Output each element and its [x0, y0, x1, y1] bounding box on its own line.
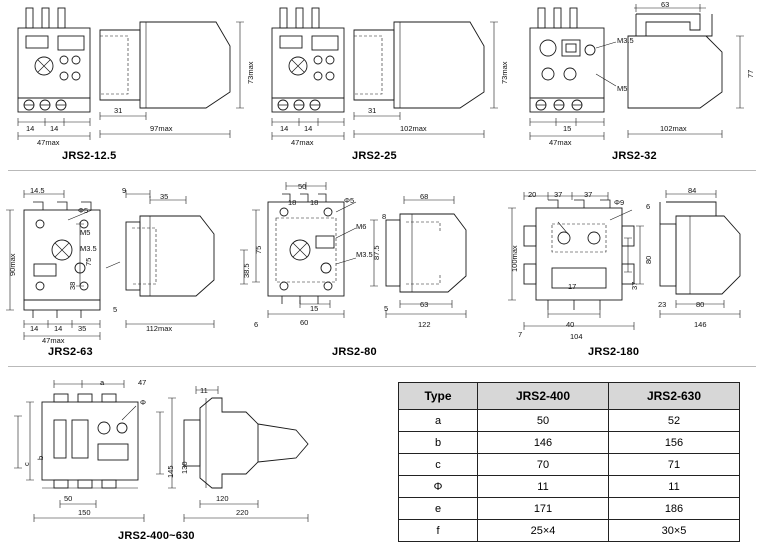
- dim-r3-6: 145: [166, 465, 175, 478]
- dim-r2-10: 14: [54, 324, 63, 333]
- dim-r2-19: M6: [356, 222, 367, 231]
- dim-r2-33: 37: [554, 190, 563, 199]
- table-row: [399, 454, 740, 476]
- row-label-e: e: [399, 498, 478, 520]
- dim-r2-1: 9: [122, 186, 127, 195]
- dim-r3-11: 220: [236, 508, 249, 517]
- dim-r2-5: M3.5: [80, 244, 97, 253]
- dim-r1-18: M5: [617, 84, 628, 93]
- dim-r2-43: 104: [570, 332, 583, 341]
- dim-r3-7: 130: [180, 461, 189, 474]
- dim-r2-3: Φ5: [78, 206, 89, 215]
- dim-r1-13: 47max: [549, 138, 572, 147]
- dim-r2-47: 146: [694, 320, 707, 329]
- spec-table: [398, 382, 740, 542]
- dim-r2-20: M3.5: [356, 250, 373, 259]
- cap-jrs2-25: JRS2-25: [352, 150, 397, 162]
- row3-drawings: [0, 368, 400, 548]
- dim-r2-12: 47max: [42, 336, 65, 345]
- row-label-phi: Φ: [399, 476, 478, 498]
- dim-r1-0: 14: [26, 124, 35, 133]
- row1-drawings: [0, 0, 764, 170]
- cell-c-400: 70: [478, 454, 609, 476]
- dim-r3-10: 120: [216, 494, 229, 503]
- dim-r3-2: Φ: [140, 398, 146, 407]
- cell-f-630: 30×5: [609, 520, 740, 542]
- cell-b-400: 146: [478, 432, 609, 454]
- col-type: Type: [399, 383, 478, 410]
- dim-r1-11: 73max: [500, 61, 509, 84]
- cell-phi-400: 11: [478, 476, 609, 498]
- dim-r1-4: 97max: [150, 124, 173, 133]
- dim-r1-7: 14: [304, 124, 313, 133]
- cell-a-400: 50: [478, 410, 609, 432]
- dim-r2-46: 80: [696, 300, 705, 309]
- dim-r2-35: Φ9: [614, 198, 625, 207]
- dim-r2-6: 90max: [8, 253, 17, 276]
- dim-r2-18: Φ5: [344, 196, 355, 205]
- dim-r2-11: 35: [78, 324, 87, 333]
- cell-a-630: 52: [609, 410, 740, 432]
- dim-r2-0: 14.5: [30, 186, 45, 195]
- cell-e-630: 186: [609, 498, 740, 520]
- dim-r2-37: 100max: [510, 245, 519, 272]
- dim-r1-15: 102max: [660, 124, 687, 133]
- dim-r2-7: 75: [84, 257, 93, 266]
- cap-jrs2-400-630: JRS2-400~630: [118, 530, 195, 542]
- cell-c-630: 71: [609, 454, 740, 476]
- dim-r2-39: 37: [630, 281, 639, 290]
- dim-r2-28: 8: [382, 212, 387, 221]
- dim-r1-17: M3.5: [617, 36, 634, 45]
- dim-r1-2: 47max: [37, 138, 60, 147]
- cap-jrs2-125: JRS2-12.5: [62, 150, 117, 162]
- cap-jrs2-80: JRS2-80: [332, 346, 377, 358]
- divider-row1: [8, 170, 756, 171]
- dim-r1-1: 14: [50, 124, 59, 133]
- dim-r1-8: 47max: [291, 138, 314, 147]
- table-row: [399, 476, 740, 498]
- cell-b-630: 156: [609, 432, 740, 454]
- dim-r1-16: 77: [746, 69, 755, 78]
- dim-r2-23: 38.5: [242, 263, 251, 278]
- dim-r2-45: 84: [688, 186, 697, 195]
- dim-r3-0: a: [100, 378, 105, 387]
- dim-r2-34: 37: [584, 190, 593, 199]
- dim-r2-25: 60: [300, 318, 309, 327]
- row-label-a: a: [399, 410, 478, 432]
- dim-r2-17: 18: [310, 198, 319, 207]
- cell-f-400: 25×4: [478, 520, 609, 542]
- row-label-b: b: [399, 432, 478, 454]
- dim-r3-3: 11: [200, 386, 208, 395]
- dim-r3-4: c: [22, 462, 31, 466]
- dim-r1-9: 31: [368, 106, 377, 115]
- dim-r2-26: 15: [310, 304, 319, 313]
- dim-r2-15: 50: [298, 182, 307, 191]
- cell-phi-630: 11: [609, 476, 740, 498]
- cell-e-400: 171: [478, 498, 609, 520]
- table-header-row: [399, 383, 740, 410]
- cap-jrs2-180: JRS2-180: [588, 346, 640, 358]
- dim-r3-8: 50: [64, 494, 73, 503]
- dim-r1-5: 73max: [246, 61, 255, 84]
- dim-r3-5: b: [36, 455, 45, 460]
- dim-r2-8: 38: [68, 281, 77, 290]
- cap-jrs2-32: JRS2-32: [612, 150, 657, 162]
- dim-r2-42: 40: [566, 320, 575, 329]
- dim-r1-6: 14: [280, 124, 289, 133]
- dim-r2-2: 35: [160, 192, 169, 201]
- dim-r2-21: 75: [254, 245, 263, 254]
- dim-r1-14: 63: [661, 0, 670, 9]
- dim-r2-9: 14: [30, 324, 39, 333]
- dim-r2-22: 87.5: [372, 245, 381, 260]
- table-row: [399, 498, 740, 520]
- dim-r2-41: 17: [568, 282, 577, 291]
- row-label-f: f: [399, 520, 478, 542]
- table-row: [399, 410, 740, 432]
- dim-r2-32: 20: [528, 190, 537, 199]
- dim-r3-1: 47: [138, 378, 147, 387]
- dim-r2-16: 18: [288, 198, 297, 207]
- dim-r2-31: 122: [418, 320, 431, 329]
- dim-r2-30: 63: [420, 300, 429, 309]
- dim-r2-38: 80: [644, 255, 653, 264]
- col-jrs2-400: JRS2-400: [478, 383, 609, 410]
- dim-r2-44: 7: [518, 330, 523, 339]
- dim-r1-12: 15: [563, 124, 572, 133]
- dim-r2-27: 5: [384, 304, 389, 313]
- dim-r2-14: 112max: [146, 324, 173, 333]
- dim-r1-10: 102max: [400, 124, 427, 133]
- dim-r2-13: 5: [113, 305, 118, 314]
- col-jrs2-630: JRS2-630: [609, 383, 740, 410]
- dim-r2-29: 68: [420, 192, 429, 201]
- dim-r2-36: 6: [646, 202, 651, 211]
- dim-r2-40: 23: [658, 300, 667, 309]
- row-label-c: c: [399, 454, 478, 476]
- dim-r3-9: 150: [78, 508, 91, 517]
- dim-r2-24: 6: [254, 320, 259, 329]
- table-row: [399, 520, 740, 542]
- cap-jrs2-63: JRS2-63: [48, 346, 93, 358]
- table-row: [399, 432, 740, 454]
- dim-r2-4: M5: [80, 228, 91, 237]
- dim-r1-3: 31: [114, 106, 123, 115]
